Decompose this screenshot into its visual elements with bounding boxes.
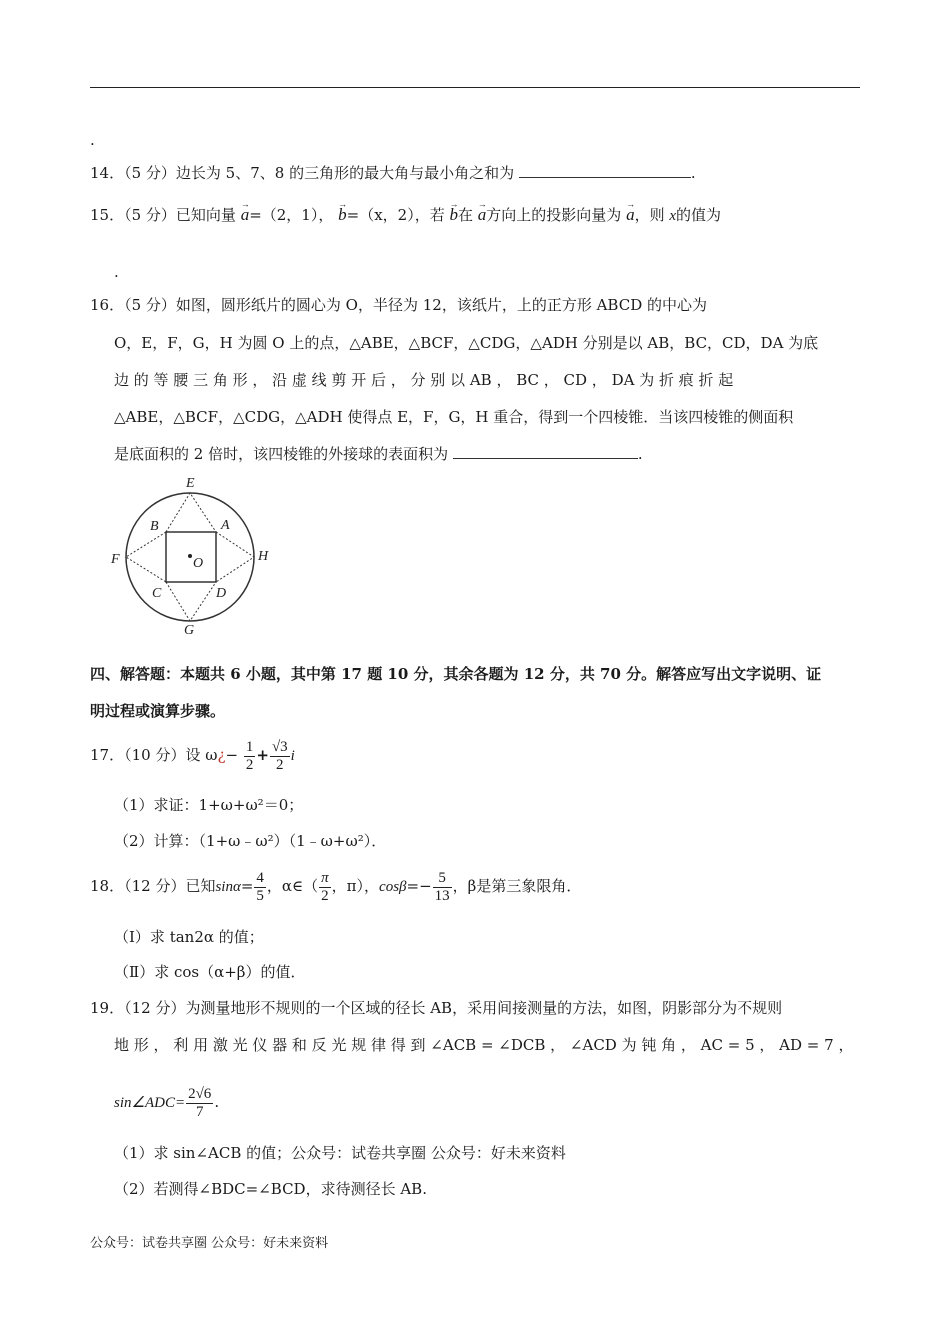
q16-answer-blank[interactable]: [453, 444, 638, 459]
section-4-heading: 四、解答题：本题共 6 小题，其中第 17 题 10 分，其余各题为 12 分，共 70 分。解答应写出文字说明、证: [90, 665, 822, 683]
vector-a: → a: [241, 205, 250, 225]
q17-number: 17．（10 分）设 ω: [90, 746, 218, 764]
q14-text: （5 分）边长为 5、7、8 的三角形的最大角与最小角之和为: [124, 164, 515, 182]
q15-text-5: 的值为: [676, 206, 722, 224]
q15-text-3: 方向上的投影向量为: [486, 206, 622, 224]
header-rule: [90, 87, 860, 88]
q18-cos: cosβ: [379, 879, 407, 895]
q17-fraction-2: $\frac{√3}{2}$: [271, 738, 288, 773]
q15-a-def: =（2，1），: [249, 206, 334, 224]
q18-eq: =: [240, 877, 254, 895]
q15-number: 15．: [90, 206, 125, 224]
q15-text-4: ，则: [634, 206, 665, 224]
q19-part-1: （1）求 sin∠ACB 的值；公众号：试卷共享圈 公众号：好未来资料: [114, 1144, 566, 1162]
q18-fraction-1: $\frac{4}{5}$: [256, 869, 264, 904]
q16-line-1: 16．（5 分）如图，圆形纸片的圆心为 O，半径为 12，该纸片，上的正方形 ABCD 的中心为: [90, 296, 707, 314]
question-14: [90, 163, 696, 183]
q17-glyph: ¿: [217, 746, 226, 764]
vector-b-2: → b: [449, 205, 458, 225]
q18-fraction-2: $\frac{5}{13}$: [434, 869, 450, 904]
page-footer: 公众号：试卷共享圈 公众号：好未来资料: [90, 1236, 329, 1251]
label-E: E: [186, 476, 195, 491]
q17-part-1: （1）求证：1+ω+ω²＝0；: [114, 796, 304, 814]
q19-part-2: （2）若测得∠BDC=∠BCD，求待测径长 AB.: [114, 1180, 427, 1198]
q15-answer-dot: .: [114, 263, 119, 281]
q14-number: 14．: [90, 164, 125, 182]
q18-number: 18．（12 分）已知: [90, 877, 216, 895]
q18-part-1: （Ⅰ）求 tan2α 的值；: [114, 928, 264, 946]
label-G: G: [184, 623, 195, 638]
q19-sin: sin∠ADC=: [114, 1095, 186, 1111]
q19-line-2: 地 形 ， 利 用 激 光 仪 器 和 反 光 规 律 得 到 ∠ACB = ∠DCB ， ∠ACD 为 钝 角 ， AC = 5 ， AD = 7 ，: [114, 1036, 854, 1054]
section-4-heading-2: 明过程或演算步骤。: [90, 702, 226, 720]
q16-line-5: [114, 444, 643, 464]
center-point: [188, 554, 192, 558]
label-D: D: [216, 586, 227, 601]
q15-text-1: （5 分）已知向量: [124, 206, 236, 224]
label-C: C: [152, 586, 162, 601]
circle-square-figure: [105, 470, 275, 640]
q18-part-2: （Ⅱ）求 cos（α+β）的值．: [114, 963, 306, 981]
q17-i: i: [290, 748, 295, 764]
q19-line-1: 19．（12 分）为测量地形不规则的一个区域的径长 AB，采用间接测量的方法，如图，阴影部分为不规则: [90, 999, 783, 1017]
question-17: [90, 737, 295, 774]
q18-tail: ，β是第三象限角．: [452, 877, 582, 895]
q16-text-5: 是底面积的 2 倍时，该四棱锥的外接球的表面积为: [114, 445, 449, 463]
q16-line-3: 边 的 等 腰 三 角 形 ， 沿 虚 线 剪 开 后 ， 分 别 以 AB ， BC ， CD ， DA 为 折 痕 折 起: [114, 371, 734, 389]
q14-answer-blank[interactable]: [519, 163, 691, 178]
q15-b-def: =（x，2），若: [346, 206, 445, 224]
q17-part-2: （2）计算：（1+ω﹣ω²）（1﹣ω+ω²）．: [114, 832, 387, 850]
q19-sin-end: .: [214, 1093, 220, 1111]
q14-end: .: [690, 164, 696, 182]
q15-x: x: [669, 208, 677, 224]
q18-range-end: ，π），: [331, 877, 380, 895]
q17-minus: −: [225, 746, 239, 764]
orphan-dot: .: [90, 131, 95, 149]
label-H: H: [258, 549, 269, 564]
q16-line-2: O，E，F，G，H 为圆 O 上的点，△ABE，△BCF，△CDG，△ADH 分别是以 AB，BC，CD，DA 为底: [114, 334, 819, 352]
label-F: F: [111, 552, 120, 567]
vector-b: → b: [338, 205, 347, 225]
label-A: A: [221, 518, 230, 533]
q18-alpha-range: ，α∈（: [266, 877, 319, 895]
vector-a-3: → a: [626, 205, 635, 225]
q16-line-4: △ABE，△BCF，△CDG，△ADH 使得点 E，F，G，H 重合，得到一个四棱锥．当该四棱锥的侧面积: [114, 408, 794, 426]
q18-eq2: =−: [406, 877, 432, 895]
q17-plus: +: [256, 746, 269, 764]
q19-line-3: [114, 1082, 219, 1123]
q16-end: .: [637, 445, 643, 463]
question-18: [90, 868, 581, 905]
q18-sin: sinα: [215, 879, 241, 895]
q18-fraction-pi: $\frac{\pi}{2}$: [321, 869, 329, 904]
label-O: O: [193, 556, 204, 571]
vector-a-2: → a: [478, 205, 487, 225]
label-B: B: [150, 519, 159, 534]
q17-fraction-1: $\frac{1}{2}$: [245, 738, 254, 773]
q19-fraction: $\frac{2√6}{7}$: [188, 1085, 212, 1120]
question-15: [90, 205, 721, 226]
q15-text-2: 在: [457, 206, 473, 224]
